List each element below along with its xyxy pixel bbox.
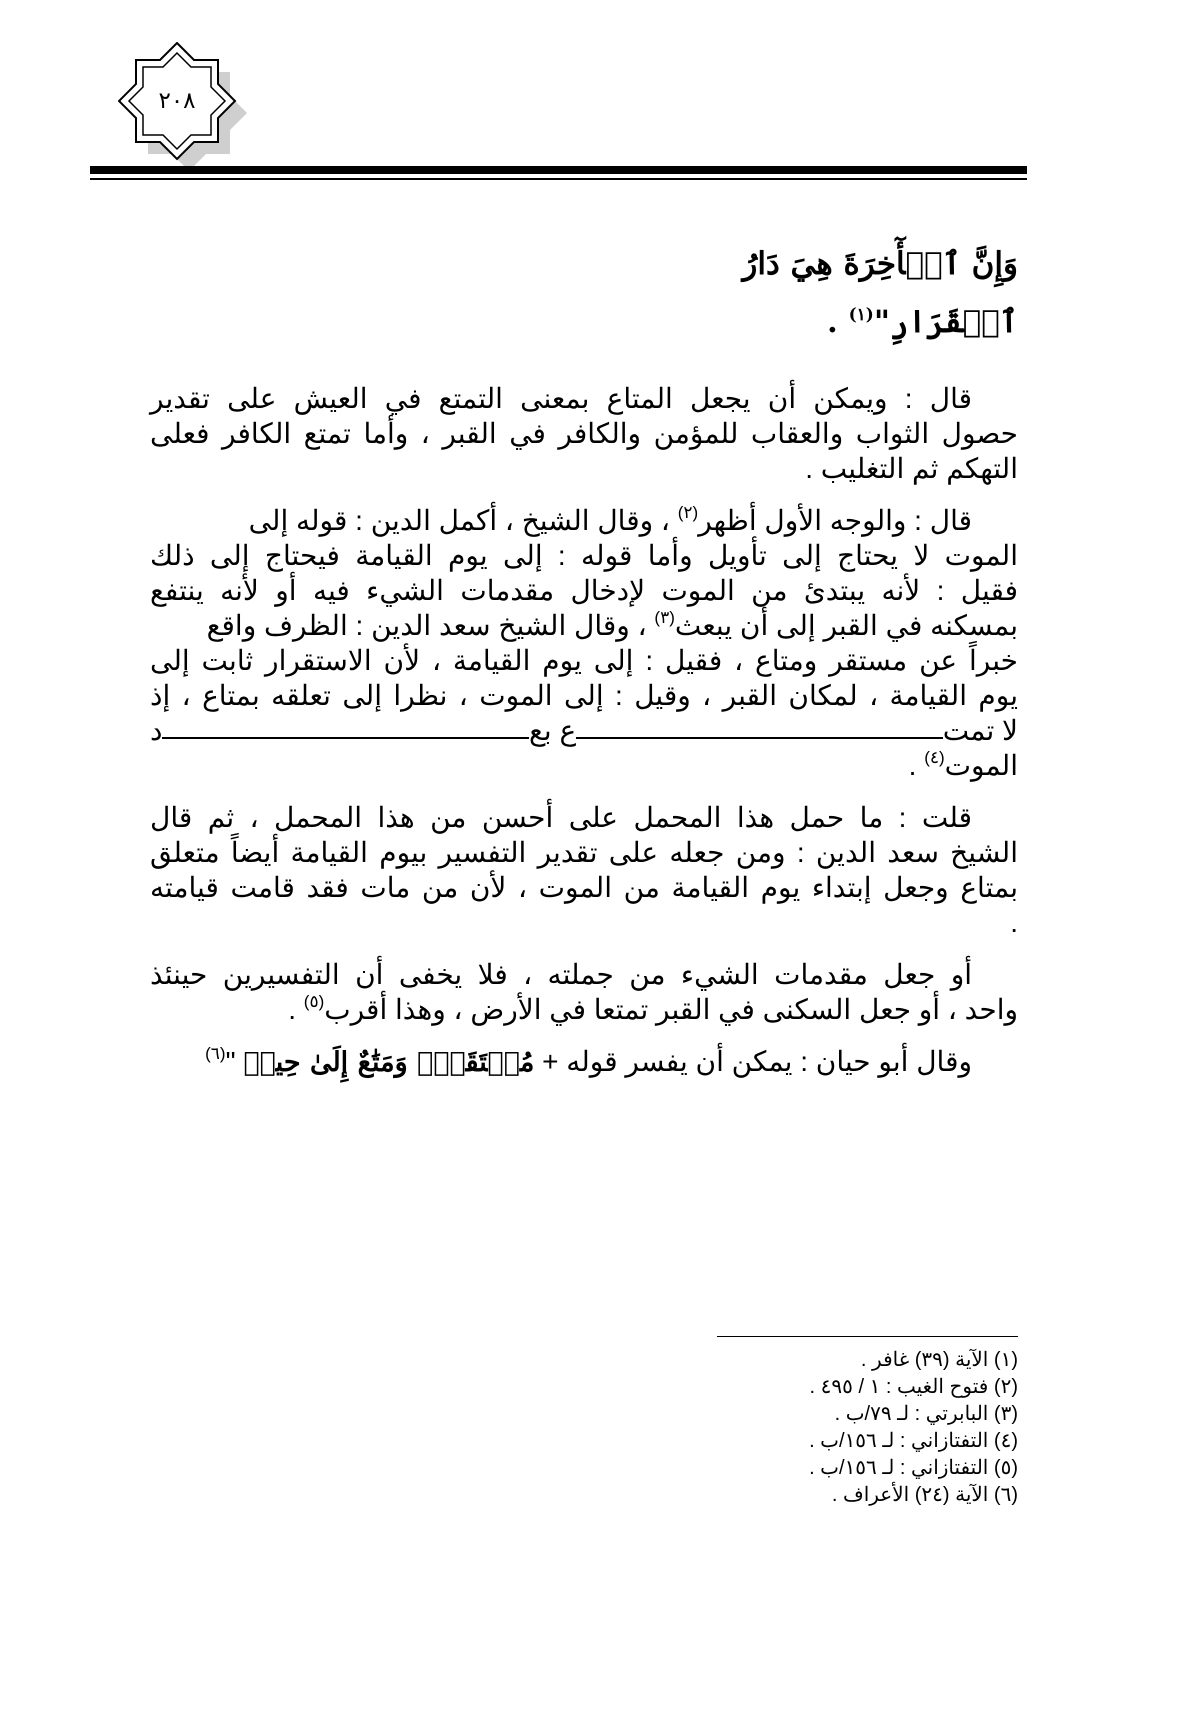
verse-close-quote: " [225, 1046, 244, 1077]
text-run: ، وقال الشيخ ، أكمل الدين : قوله إلى [248, 505, 678, 536]
footnote: (١) الآية (٣٩) غافر . [860, 1349, 1018, 1371]
text-run: قال : والوجه الأول أظهر [698, 505, 972, 536]
verse-word: ٱلۡقَرَارِ [889, 304, 1018, 340]
stretched-line [150, 713, 1018, 748]
text-run: واحد ، أو جعل السكنى في القبر تمتعا في الأرض ، وهذا أقرب [324, 994, 1018, 1025]
paragraph-3 [150, 800, 1018, 940]
text-run: الموت [944, 750, 1018, 781]
footnote-ref: (٣) [654, 608, 675, 627]
paragraph-line: حصول الثواب والعقاب للمؤمن والكافر في القبر ، وأما تمتع الكافر فعلى [150, 418, 1018, 449]
verse-end: . [826, 304, 849, 340]
footnote-ref: (١) [848, 305, 874, 325]
text-run: . [288, 994, 304, 1025]
page-number: ٢٠٨ [158, 88, 196, 114]
quran-verse-inline: مُسۡتَقَرّٞ وَمَتَٰعٌ إِلَىٰ حِينٖ [243, 1047, 535, 1078]
paragraph-line: بمتاع وجعل إبتداء يوم القيامة من الموت ، لأن من مات فقد قامت قيامته [150, 872, 1018, 903]
footnote: (٥) التفتازاني : لـ ١٥٦/ب . [809, 1457, 1018, 1479]
text-run: وقال أبو حيان : يمكن أن يفسر قوله + [534, 1046, 972, 1077]
paragraph-line: فقيل : لأنه يبتدئ من الموت لإدخال مقدمات الشيء فيه أو لأنه ينتفع [150, 575, 1018, 606]
footnote-ref: (٢) [677, 503, 699, 522]
paragraph-line: التهكم ثم التغليب . [805, 453, 1018, 484]
header-rule-thin [90, 178, 1027, 180]
paragraph-line: قلت : ما حمل هذا المحمل على أحسن من هذا المحمل ، ثم قال [150, 802, 972, 833]
paragraph-line: أو جعل مقدمات الشيء من جملته ، فلا يخفى أن التفسيرين حينئذ [150, 959, 972, 990]
paragraph-4 [150, 957, 1018, 1027]
paragraph-line [150, 1044, 1018, 1080]
footnote-ref: (٦) [205, 1044, 226, 1063]
footnote: (٣) البابرتي : لـ ٧٩/ب . [834, 1403, 1018, 1425]
page-number-badge [118, 42, 248, 172]
footnotes [717, 1347, 1018, 1509]
paragraph-5 [150, 1044, 1018, 1080]
page-body [150, 235, 1018, 1097]
text-run: لا تمت [942, 715, 1018, 746]
footnote-ref: (٤) [924, 748, 945, 767]
text-run: ، وقال الشيخ سعد الدين : الظرف واقع [206, 610, 655, 641]
paragraph-line: خبراً عن مستقر ومتاع ، فقيل : إلى يوم القيامة ، لأن الاستقرار ثابت إلى [150, 645, 1018, 676]
paragraph-line: الشيخ سعد الدين : ومن جعله على تقدير التفسير بيوم القيامة أيضاً متعلق [150, 837, 1018, 868]
header-rule-thick [90, 166, 1027, 174]
footnote: (٦) الآية (٢٤) الأعراف . [831, 1484, 1018, 1506]
paragraph-line: الموت لا يحتاج إلى تأويل وأما قوله : إلى يوم القيامة فيحتاج إلى ذلك [150, 540, 1018, 571]
paragraph-line [150, 503, 1018, 538]
verse-line-2 [150, 293, 1018, 351]
footnote-ref: (٥) [303, 992, 325, 1011]
kashida-stretch [576, 713, 943, 739]
footnote-separator [717, 1336, 1018, 1337]
paragraph-1 [150, 381, 1018, 486]
footnote: (٢) فتوح الغيب : ١ / ٤٩٥ . [809, 1376, 1018, 1398]
text-run: . [908, 750, 925, 781]
paragraph-line [150, 748, 1018, 783]
paragraph-line: قال : ويمكن أن يجعل المتاع بمعنى التمتع في العيش على تقدير [150, 383, 972, 414]
paragraph-2 [150, 503, 1018, 783]
paragraph-line: . [1010, 907, 1018, 938]
text-run: د [149, 715, 163, 746]
paragraph-line [150, 992, 1018, 1027]
quran-verse-block [150, 235, 1018, 351]
kashida-stretch [162, 713, 529, 739]
paragraph-line [150, 608, 1018, 643]
verse-close-quote: " [873, 304, 890, 340]
text-run: بمسكنه في القبر إلى أن يبعث [674, 610, 1018, 641]
paragraph-line: يوم القيامة ، لمكان القبر ، وقيل : إلى الموت ، نظرا إلى تعلقه بمتاع ، إذ [150, 680, 1018, 711]
text-run: ع بع [529, 715, 577, 746]
footnote: (٤) التفتازاني : لـ ١٥٦/ب . [809, 1430, 1018, 1452]
verse-line-1: وَإِنَّ ٱلۡأٓخِرَةَ هِيَ دَارُ [742, 246, 1018, 282]
